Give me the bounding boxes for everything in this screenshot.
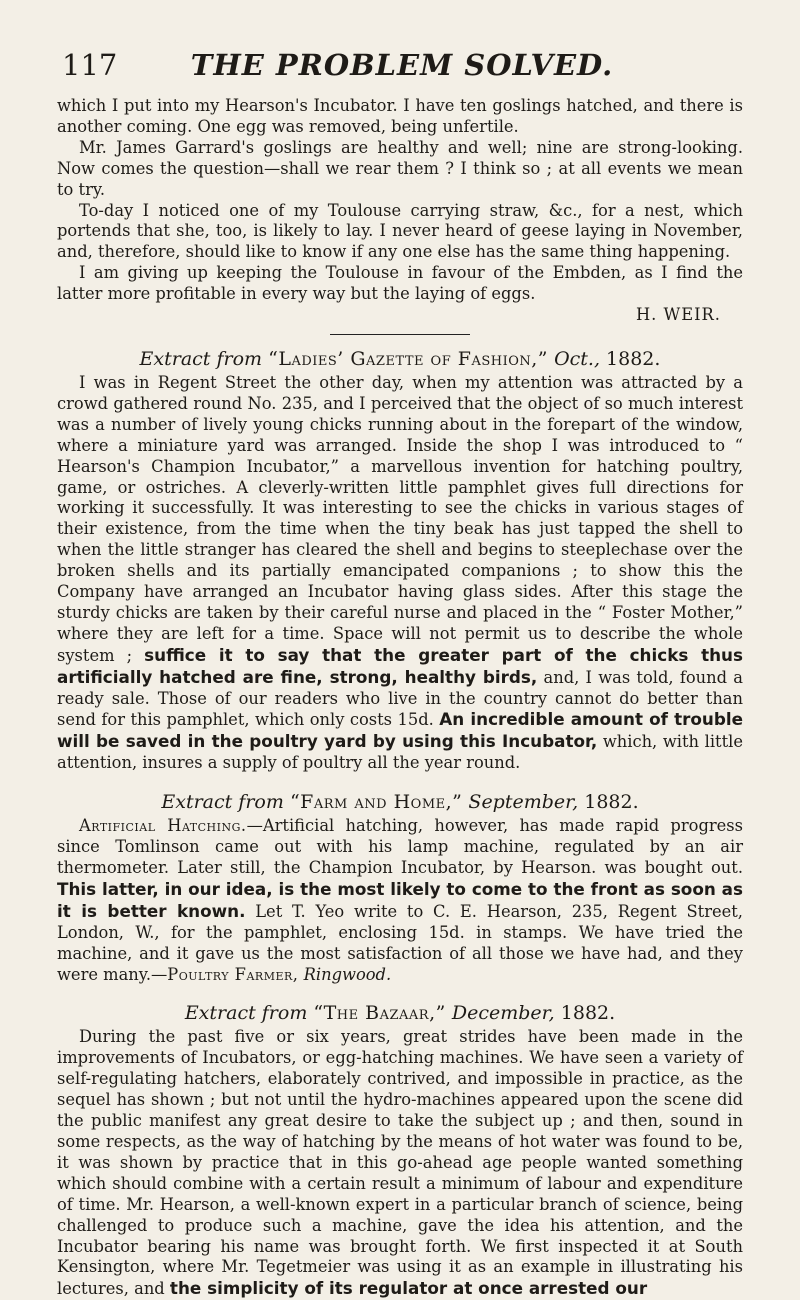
- extract-month: September,: [468, 791, 579, 814]
- extract-heading-the-bazaar: [57, 1001, 743, 1025]
- extract-year: 1882.: [560, 1002, 616, 1025]
- extract-month: December,: [451, 1002, 555, 1025]
- letter-paragraph-4: I am giving up keeping the Toulouse in favour of the Embden, as I find the latter more profitable in every way but the laying of eggs.: [57, 263, 743, 304]
- extract-text: —Artificial hatching, however, has made rapid progress since Tomlinson came out with his lamp machine, regulated by an air thermometer. Later still, the Champion Incubator, by Hearson. was bought out.: [57, 816, 743, 877]
- extract-text: I was in Regent Street the other day, when my attention was attracted by a crowd gathered round No. 235, and I perceived that the object of so much interest was a number of lively young chicks running about in the forepart of the window, where a miniature yard was arranged. Inside the shop I was introduced to “ Hearson's Champion Incubator,” a marvellous invention for hatching poultry, game, or ostriches. A cleverly-written little pamphlet gives full directions for working it successfully. It was interesting to see the chicks in various stages of their existence, from the time when the tiny beak has just tapped the shell to when the little stranger has cleared the shell and begins to steeplechase over the broken shells and its partially emancipated companions ; to show this the Company have arranged an Incubator having glass sides. After this stage the sturdy chicks are taken by their careful nurse and placed in the “ Foster Mother,” where they are left for a time. Space will not permit us to describe the whole system ;: [57, 372, 743, 665]
- letter-paragraph-2: Mr. James Garrard's goslings are healthy and well; nine are strong-looking. Now comes the question—shall we rear them ? I think so ; at all events we mean to try.: [57, 137, 743, 199]
- extract-year: 1882.: [606, 347, 661, 370]
- emphasized-text: An incredible amount of trouble will be saved in the poultry yard by using this Incubator,: [57, 709, 743, 752]
- page-body: [57, 96, 743, 1300]
- extract-prefix: Extract from: [161, 791, 284, 814]
- extract-body-the-bazaar: [57, 1027, 743, 1300]
- running-title: THE PROBLEM SOLVED.: [190, 48, 614, 82]
- extract-text: which, with little attention, insures a supply of poultry all the year round.: [57, 732, 743, 773]
- letter-paragraph-3: To-day I noticed one of my Toulouse carrying straw, &c., for a nest, which portends that she, too, is likely to lay. I never heard of geese laying in November, and, therefore, should like to know if any one else has the same thing happening.: [57, 200, 743, 262]
- extract-month: Oct.,: [554, 347, 600, 370]
- extract-prefix: Extract from: [184, 1002, 308, 1025]
- section-lead: Artificial Hatching.: [79, 816, 247, 836]
- source-name: Poultry Farmer,: [167, 964, 299, 984]
- page-header: [62, 48, 742, 88]
- emphasized-text: suffice it to say that the greater part of the chicks thus artificially hatched are fine, strong, healthy birds,: [57, 644, 743, 687]
- letter-paragraph-1: which I put into my Hearson's Incubator. I have ten goslings hatched, and there is another coming. One egg was removed, being unfertile.: [57, 96, 743, 136]
- publication-name: “Farm and Home,”: [289, 791, 463, 814]
- extract-heading-ladies-gazette: [57, 347, 743, 371]
- extract-text: During the past five or six years, great strides have been made in the improvements of Incubators, or egg-hatching machines. We have seen a variety of self-regulating hatchers, elaborately contrived, and impossible in practice, as the sequel has shown ; but not until the hydro-machines appeared upon the scene did the public manifest any great desire to take the subject up ; and then, sound in some respects, as the way of hatching by the means of hot water was found to be, it was shown by practice that in this go-ahead age people wanted something which should combine with a certain result a minimum of labour and expenditure of time. Mr. Hearson, a well-known expert in a particular branch of science, being challenged to produce such a machine, gave the idea his attention, and the Incubator bearing his name was brought forth. We first inspected it at South Kensington, where Mr. Tegetmeier was using it as an example in illustrating his lectures, and: [57, 1027, 743, 1299]
- emphasized-text: This latter, in our idea, is the most likely to come to the front as soon as it is better known.: [57, 878, 743, 921]
- letter-signature: H. WEIR.: [635, 305, 721, 325]
- source-place: Ringwood.: [303, 964, 392, 984]
- extract-heading-farm-and-home: [57, 790, 743, 814]
- extract-body-ladies-gazette: [57, 373, 743, 774]
- page-number: 117: [62, 48, 118, 82]
- extract-prefix: Extract from: [139, 347, 263, 370]
- publication-name: “Ladies’ Gazette of Fashion,”: [268, 347, 549, 370]
- extract-text: Let T. Yeo write to C. E. Hearson, 235, Regent Street, London, W., for the pamphlet, enclosing 15d. in stamps. We have tried the machine, and it gave us the most satisfaction of all those we have had, and they were many.—: [57, 901, 743, 984]
- extract-text: and, I was told, found a ready sale. Those of our readers who live in the country cannot do better than send for this pamphlet, which only costs 15d.: [57, 667, 743, 730]
- section-divider: [330, 334, 470, 335]
- extract-body-farm-and-home: [57, 816, 743, 985]
- extract-year: 1882.: [584, 791, 639, 814]
- emphasized-text: the simplicity of its regulator at once arrested our: [169, 1278, 648, 1299]
- publication-name: “The Bazaar,”: [313, 1002, 446, 1025]
